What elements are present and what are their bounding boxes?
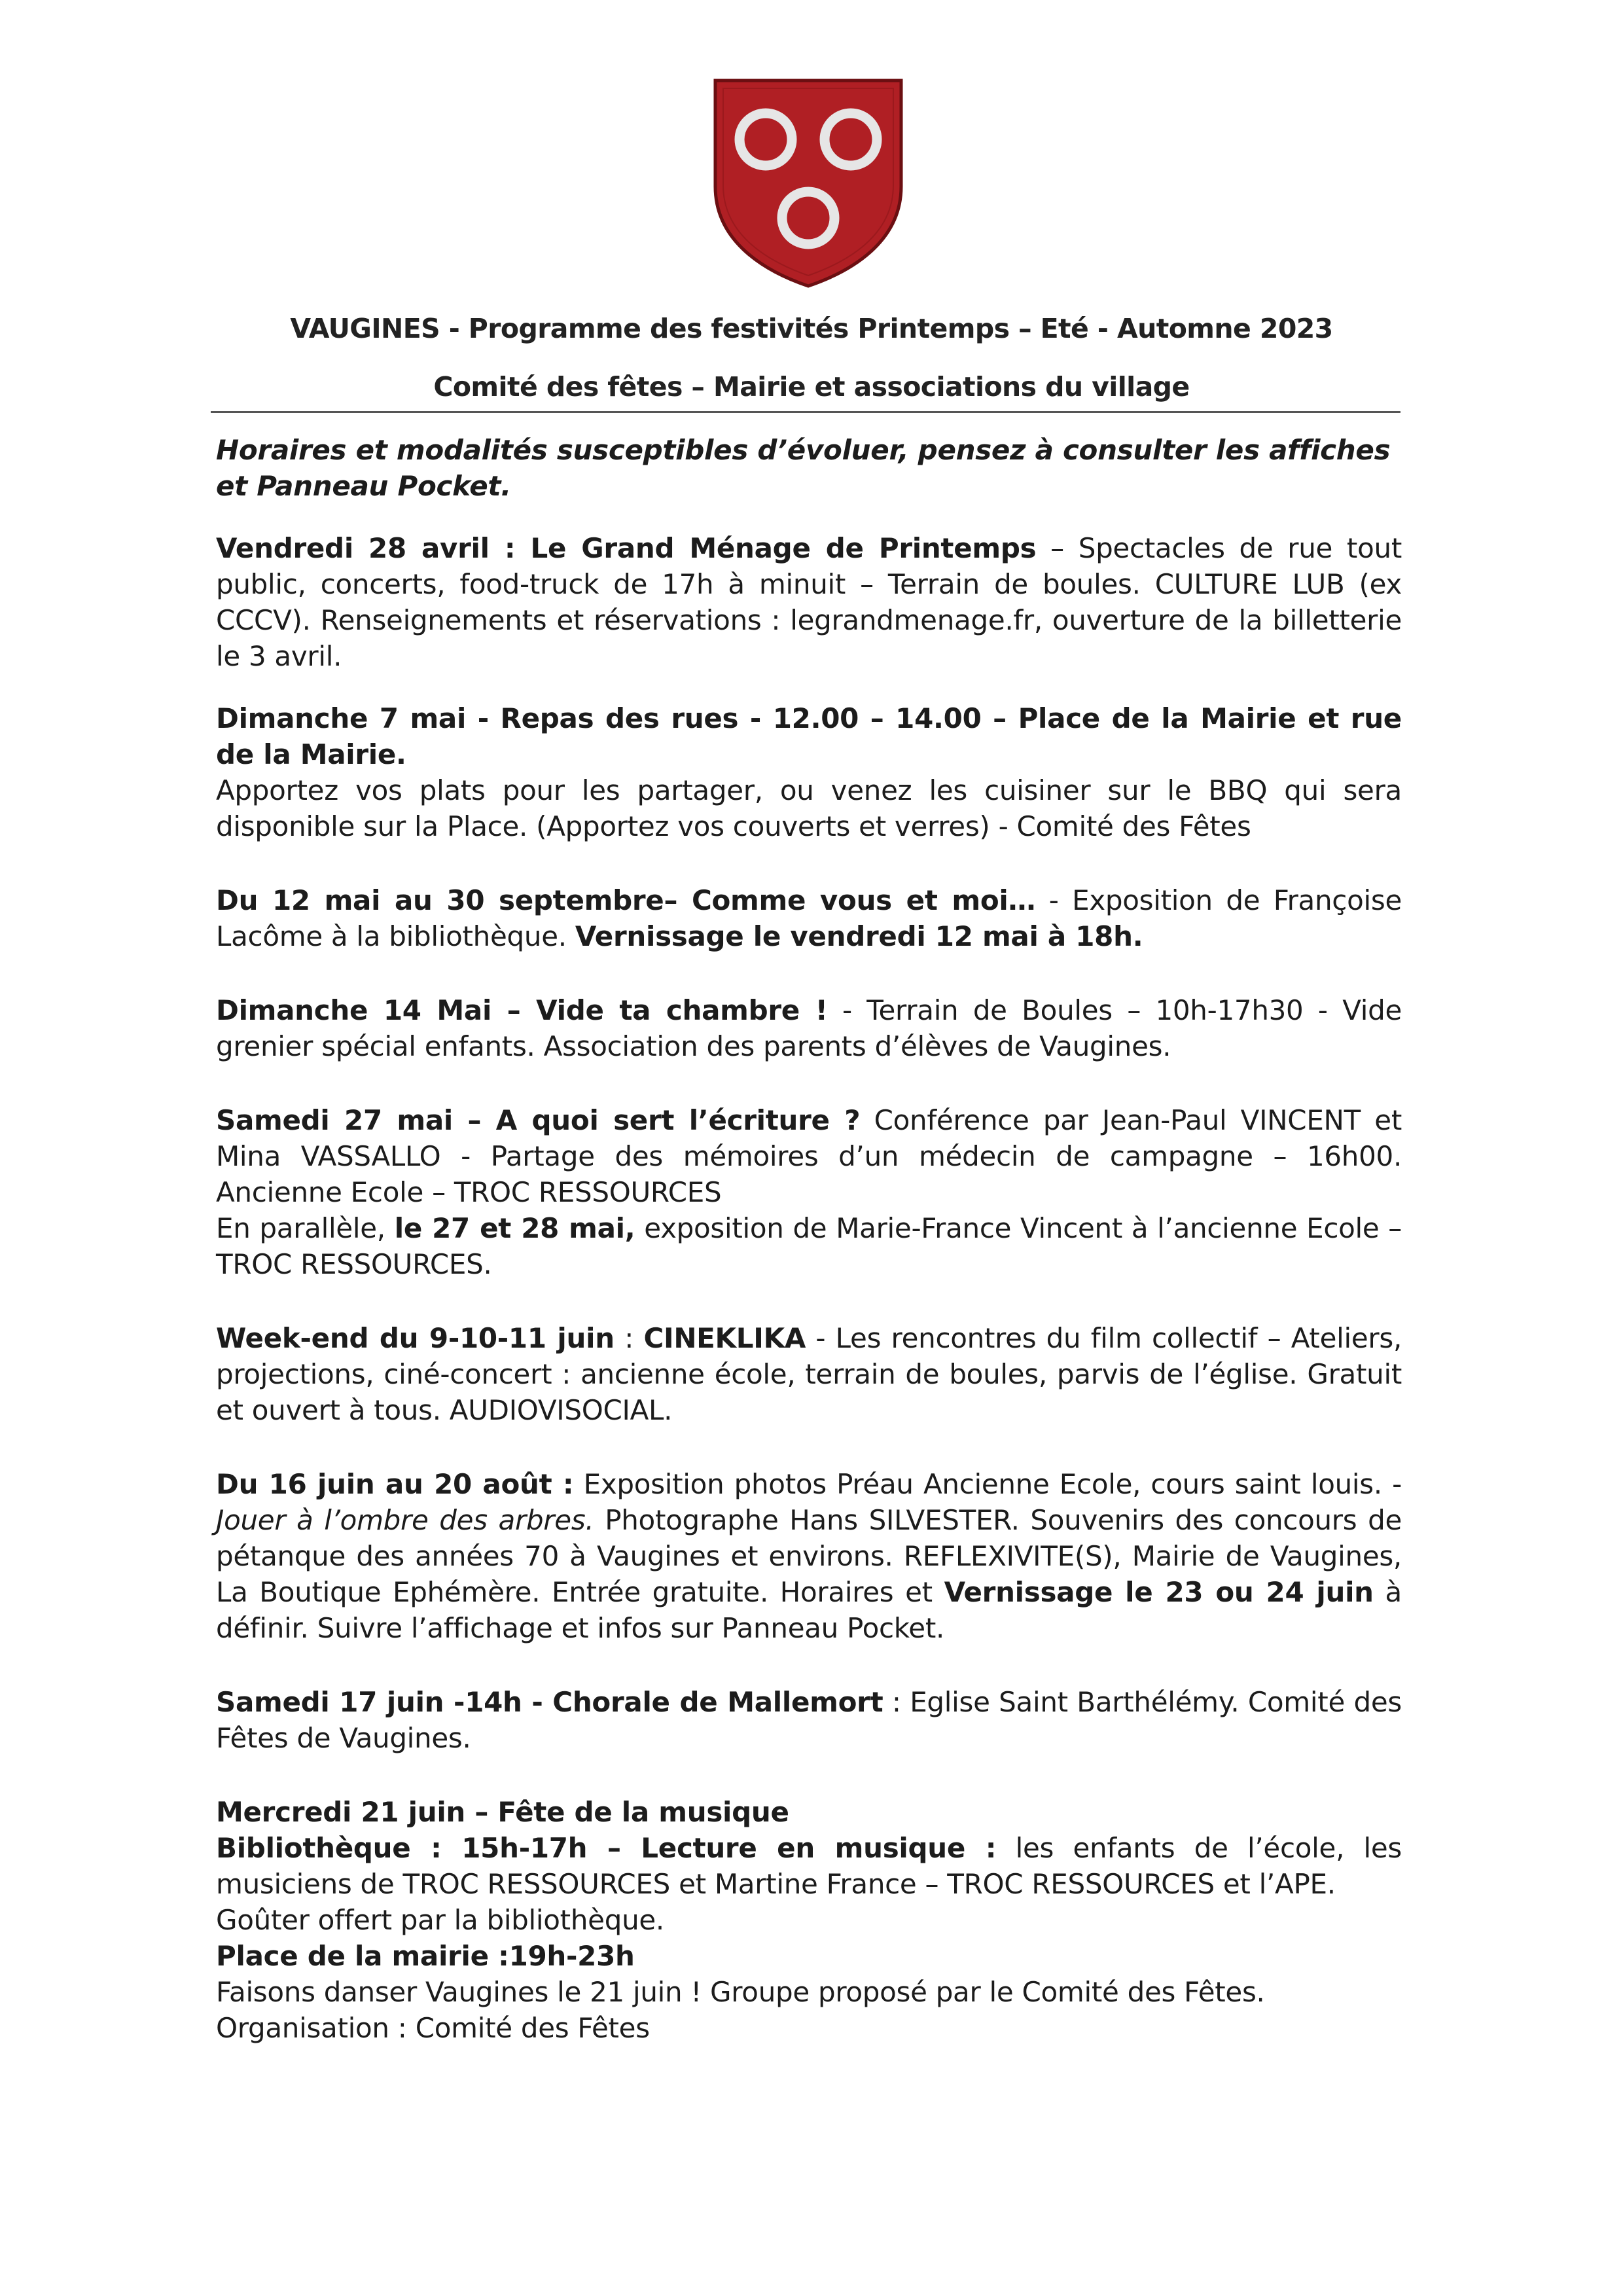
notice-text: Horaires et modalités susceptibles d’évoluer, pensez à consulter les affiches et Panneau Pocket. [216,434,1391,502]
event-text: Faisons danser Vaugines le 21 juin ! Groupe proposé par le Comité des Fêtes. [216,1976,1265,2008]
event-text: - Exposition de Françoise Lacôme à la bibliothèque. [216,884,1402,952]
event-highlight: Vernissage le 23 ou 24 juin [944,1576,1374,1608]
event-text: : Eglise Saint Barthélémy. Comité des Fêtes de Vaugines. [216,1686,1402,1754]
page-title: VAUGINES - Programme des festivités Printemps – Eté - Automne 2023 [290,313,1333,344]
event-subheading: Place de la mairie :19h-23h [216,1940,635,1972]
event-heading: Du 16 juin au 20 août : [216,1468,574,1500]
event-text: En parallèle, [216,1212,395,1244]
programme-body [216,432,1402,2046]
event-conference-ecriture [216,1102,1402,1282]
event-text: Apportez vos plats pour les partager, ou venez les cuisiner sur le BBQ qui sera disponible sur la Place. (Apportez vos couverts et verres) - Comité des Fêtes [216,774,1402,842]
event-text: - Les rencontres du film collectif – Ateliers, projections, ciné-concert : ancienne école, terrain de boules, parvis de l’église. Gratuit et ouvert à tous. AUDIOVISOCIAL. [216,1322,1402,1426]
event-grand-menage [216,530,1402,674]
event-heading: Mercredi 21 juin – Fête de la musique [216,1796,789,1828]
event-italic-title: Jouer à l’ombre des arbres. [216,1504,594,1536]
coat-of-arms-icon [710,75,906,291]
event-exposition-photos [216,1466,1402,1646]
event-heading: Dimanche 14 Mai – Vide ta chambre ! [216,994,828,1026]
event-heading: Dimanche 7 mai - Repas des rues - 12.00 – 14.00 – Place de la Mairie et rue de la Mairie. [216,702,1402,770]
event-cineklika [216,1320,1402,1428]
header-divider [211,411,1400,413]
event-highlight: Vernissage le vendredi 12 mai à 18h. [575,920,1143,952]
event-text: – Spectacles de rue tout public, concerts, food-truck de 17h à minuit – Terrain de boules. CULTURE LUB (ex CCCV). Renseignements et réservations : legrandmenage.fr, ouverture de la billetterie le 3 avril. [216,532,1402,672]
event-separator: : [614,1322,644,1354]
event-heading: Samedi 17 juin -14h - Chorale de Mallemort [216,1686,883,1718]
event-text: Exposition photos Préau Ancienne Ecole, cours saint louis. - [573,1468,1402,1500]
event-text: Conférence par Jean-Paul VINCENT et Mina VASSALLO - Partage des mémoires d’un médecin de campagne – 16h00. Ancienne Ecole – TROC RESSOURCES [216,1104,1402,1208]
event-subheading: Bibliothèque : 15h-17h – Lecture en musique : [216,1832,997,1864]
event-text: Goûter offert par la bibliothèque. [216,1904,664,1936]
event-text: - Terrain de Boules – 10h-17h30 - Vide grenier spécial enfants. Association des parents d’élèves de Vaugines. [216,994,1402,1062]
event-heading: Samedi 27 mai – A quoi sert l’écriture ? [216,1104,861,1136]
event-text: à définir. Suivre l’affichage et infos sur Panneau Pocket. [216,1576,1402,1644]
event-text: Organisation : Comité des Fêtes [216,2012,650,2044]
event-heading: Vendredi 28 avril : Le Grand Ménage de Printemps [216,532,1037,564]
event-chorale [216,1684,1402,1756]
event-text: les enfants de l’école, les musiciens de TROC RESSOURCES et Martine France – TROC RESSOURCES et l’APE. [216,1832,1402,1900]
page-subtitle: Comité des fêtes – Mairie et associations du village [433,371,1190,403]
event-exposition-lacome [216,882,1402,954]
event-highlight: le 27 et 28 mai, [394,1212,635,1244]
event-text-parallel [216,1210,1402,1282]
event-text: Photographe Hans SILVESTER. Souvenirs des concours de pétanque des années 70 à Vaugines et environs. REFLEXIVITE(S), Mairie de Vaugines, La Boutique Ephémère. Entrée gratuite. Horaires et [216,1504,1402,1608]
event-heading: Week-end du 9-10-11 juin [216,1322,615,1354]
event-fete-musique [216,1794,1402,2046]
event-heading: CINEKLIKA [643,1322,806,1354]
event-vide-ta-chambre [216,992,1402,1064]
event-sub-bibliotheque [216,1830,1402,1902]
event-repas-des-rues [216,700,1402,844]
event-heading: Du 12 mai au 30 septembre– Comme vous et moi… [216,884,1036,916]
event-text: exposition de Marie-France Vincent à l’ancienne Ecole – TROC RESSOURCES. [216,1212,1402,1280]
